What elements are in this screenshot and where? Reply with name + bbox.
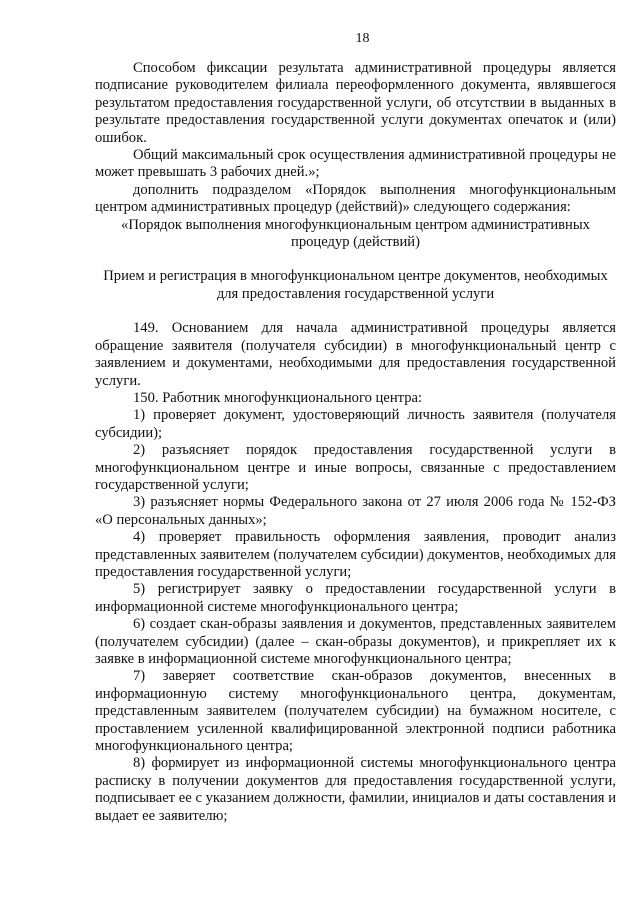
paragraph-149: 149. Основанием для начала административной процедуры является обращение заявителя (получателя субсидии) в многофункциональный центр с заявлением и документами, необходимыми для предоставления государственной услуги. xyxy=(95,320,616,389)
list-item-7: 7) заверяет соответствие скан-образов документов, внесенных в информационную систему многофункционального центра, документам, представленным заявителем (получателем субсидии) на бумажном носителе, с проставлением усиленной квалифицированной электронной подписи работника многофункционального центра; xyxy=(95,668,616,755)
section-heading: Прием и регистрация в многофункциональном центре документов, необходимых для предоставления государственной услуги xyxy=(103,268,608,302)
paragraph-150: 150. Работник многофункционального центра: xyxy=(133,389,423,406)
document-page xyxy=(95,30,616,825)
page-number: 18 xyxy=(355,31,370,46)
subsection-title: «Порядок выполнения многофункциональным центром административных процедур (действий) xyxy=(121,216,590,251)
list-item-8: 8) формирует из информационной системы многофункционального центра расписку в получении документов для предоставления государственной услуги, подписывает ее с указанием должности, фамилии, инициалов и даты составления и выдает ее заявителю; xyxy=(95,755,616,824)
paragraph-add-subsection: дополнить подразделом «Порядок выполнения многофункциональным центром административных процедур (действий)» следующего содержания: xyxy=(95,181,616,216)
list-item-6: 6) создает скан-образы заявления и документов, представленных заявителем (получателем субсидии) (далее – скан-образы документов), и прикрепляет их к заявке в информационной системе многофункционального центра; xyxy=(95,616,616,667)
list-item-1: 1) проверяет документ, удостоверяющий личность заявителя (получателя субсидии); xyxy=(95,407,616,441)
list-item-5: 5) регистрирует заявку о предоставлении государственной услуги в информационной системе многофункционального центра; xyxy=(95,581,616,615)
list-item-2: 2) разъясняет порядок предоставления государственной услуги в многофункциональном центре и иные вопросы, связанные с предоставлением государственной услуги; xyxy=(95,442,616,493)
list-item-3: 3) разъясняет нормы Федерального закона от 27 июля 2006 года № 152-ФЗ «О персональных данных»; xyxy=(95,494,616,528)
list-item-4: 4) проверяет правильность оформления заявления, проводит анализ представленных заявителем (получателем субсидии) документов, необходимых для предоставления государственной услуги; xyxy=(95,529,616,580)
paragraph-fixation-method: Способом фиксации результата административной процедуры является подписание руководителем филиала переоформленного документа, являвшегося результатом предоставления государственной услуги, об отсутствии в выданных в результате предоставления государственной услуги документах опечаток и (или) ошибок. xyxy=(95,60,616,146)
paragraph-max-duration: Общий максимальный срок осуществления административной процедуры не может превышать 3 рабочих дней.»; xyxy=(95,147,616,181)
